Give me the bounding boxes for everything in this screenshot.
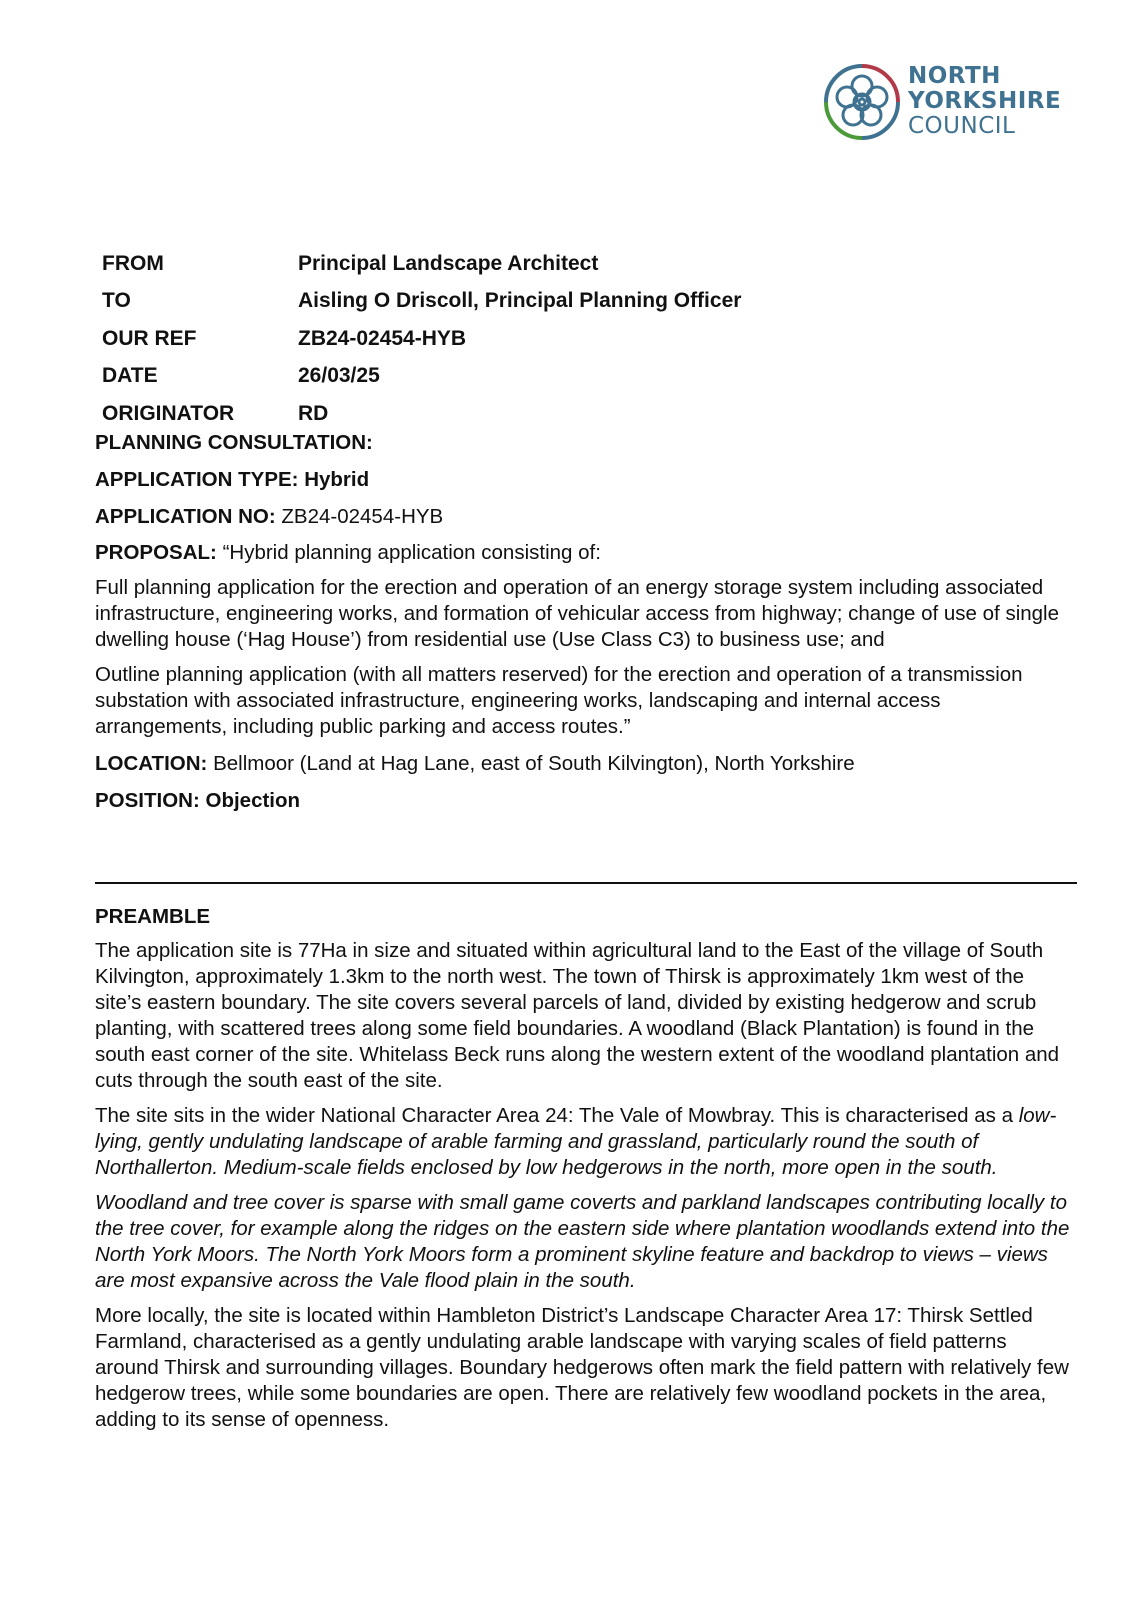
logo-line-north: NORTH bbox=[908, 63, 1001, 89]
divider bbox=[95, 882, 1077, 884]
council-logo bbox=[822, 58, 1072, 142]
preamble-paragraph-3: Woodland and tree cover is sparse with small game coverts and parkland landscapes contributing locally to the tree cover, for example along the ridges on the eastern side where plantation woodlands extend into the North York Moors. The North York Moors form a prominent skyline feature and backdrop to views – views are most expansive across the Vale flood plain in the south. bbox=[95, 1191, 1070, 1292]
position bbox=[95, 786, 1075, 823]
proposal-full-text: Full planning application for the erection and operation of an energy storage system including associated infrastructure, engineering works, and formation of vehicular access from highway; change of use of single dwelling house (‘Hag House’) from residential use (Use Class C3) to business use; and bbox=[95, 576, 1060, 651]
application-type-label: APPLICATION TYPE: bbox=[95, 468, 299, 491]
meta-row-ref bbox=[102, 320, 741, 358]
position-value: Objection bbox=[205, 789, 301, 812]
application-type bbox=[95, 465, 1075, 502]
consultation-heading: PLANNING CONSULTATION: bbox=[95, 431, 373, 454]
application-number-value: ZB24-02454-HYB bbox=[281, 505, 444, 528]
meta-value: Principal Landscape Architect bbox=[298, 251, 599, 275]
meta-value: 26/03/25 bbox=[298, 364, 380, 388]
meta-row-to bbox=[102, 283, 741, 321]
yorkshire-rose-icon bbox=[822, 62, 902, 142]
preamble-paragraph-2-text: The site sits in the wider National Character Area 24: The Vale of Mowbray. This is characterised as a bbox=[95, 1104, 1019, 1127]
preamble-paragraph-1: The application site is 77Ha in size and situated within agricultural land to the East of the village of South Kilvington, approximately 1.3km to the north west. The town of Thirsk is approximately 1km west of the site’s eastern boundary. The site covers several parcels of land, divided by existing hedgerow and scrub planting, with scattered trees along some field boundaries. A woodland (Black Plantation) is found in the south east corner of the site. Whitelass Beck runs along the western extent of the woodland plantation and cuts through the south east of the site. bbox=[95, 939, 1060, 1092]
location bbox=[95, 749, 1075, 786]
preamble-paragraph-4: More locally, the site is located within Hambleton District’s Landscape Character Area 17: Thirsk Settled Farmland, characterised as a gently undulating arable landscape with varying scales of field patterns around Thirsk and surrounding villages. Boundary hedgerows often mark the field pattern with relatively few hedgerow trees, while some boundaries are open. There are relatively few woodland pockets in the area, adding to its sense of openness. bbox=[95, 1304, 1069, 1431]
proposal bbox=[95, 539, 1075, 575]
meta-value: Aisling O Driscoll, Principal Planning Officer bbox=[298, 289, 742, 313]
location-label: LOCATION: bbox=[95, 752, 208, 775]
meta-row-from bbox=[102, 245, 741, 283]
consultation-section bbox=[95, 428, 1075, 823]
meta-key: ORIGINATOR bbox=[102, 401, 235, 425]
meta-row-originator bbox=[102, 395, 741, 433]
meta-key: FROM bbox=[102, 251, 164, 275]
meta-key: DATE bbox=[102, 364, 158, 388]
application-number-label: APPLICATION NO: bbox=[95, 505, 276, 528]
memo-header-table bbox=[102, 245, 741, 433]
logo-line-yorkshire: YORKSHIRE bbox=[908, 88, 1062, 114]
meta-row-date bbox=[102, 358, 741, 396]
meta-key: OUR REF bbox=[102, 326, 197, 350]
proposal-intro: “Hybrid planning application consisting of: bbox=[222, 541, 601, 564]
preamble-paragraph-2-quote: low-lying, gently undulating landscape of arable farming and grassland, particularly round the south of Northallerton. Medium-scale fields enclosed by low hedgerows in the north, more open in the south. bbox=[95, 1104, 1057, 1179]
preamble-paragraph-2 bbox=[95, 1103, 1075, 1181]
meta-key: TO bbox=[102, 289, 131, 313]
logo-line-council: COUNCIL bbox=[908, 113, 1016, 139]
position-label: POSITION: bbox=[95, 789, 200, 812]
preamble-heading: PREAMBLE bbox=[95, 905, 211, 928]
application-number bbox=[95, 502, 1075, 539]
location-value: Bellmoor (Land at Hag Lane, east of South Kilvington), North Yorkshire bbox=[213, 752, 855, 775]
proposal-label: PROPOSAL: bbox=[95, 541, 217, 564]
application-type-value: Hybrid bbox=[304, 468, 370, 491]
meta-value: RD bbox=[298, 401, 329, 425]
meta-value: ZB24-02454-HYB bbox=[298, 326, 467, 350]
preamble-section bbox=[95, 902, 1075, 1442]
proposal-outline-text: Outline planning application (with all matters reserved) for the erection and operation of a transmission substation with associated infrastructure, engineering works, landscaping and internal access arrangements, including public parking and access routes.” bbox=[95, 663, 1023, 738]
